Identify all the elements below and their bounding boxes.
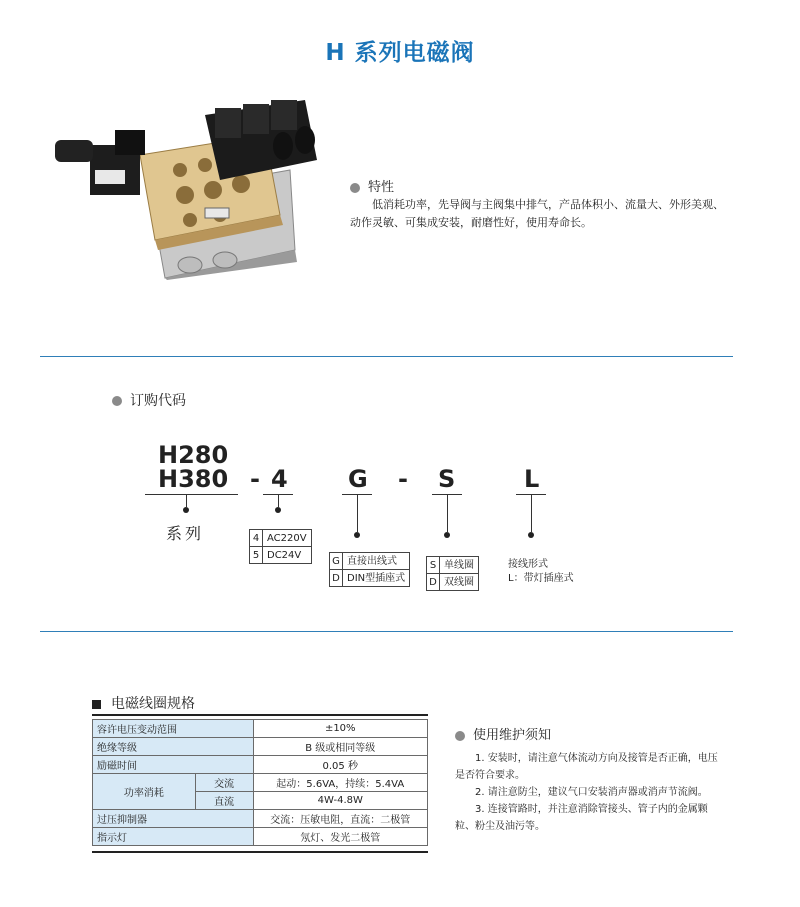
spec-heading-label: 电磁线圈规格 [111, 696, 195, 712]
table-row [93, 756, 428, 774]
table-row [93, 738, 428, 756]
spec-label: 指示灯 [93, 828, 254, 846]
features-heading [350, 176, 394, 195]
option-key: D [427, 574, 440, 591]
table-row [93, 720, 428, 738]
option-key: 4 [250, 530, 263, 547]
wiring-options [329, 552, 410, 587]
spec-value: ±10% [253, 720, 428, 738]
spec-value: B 级或相同等级 [253, 738, 428, 756]
spec-heading [92, 693, 195, 713]
spec-label: 容许电压变动范围 [93, 720, 254, 738]
product-image [55, 100, 320, 280]
option-label: 直接出线式 [343, 553, 410, 570]
spec-label: 过压抑制器 [93, 810, 254, 828]
option-label: DC24V [263, 547, 312, 564]
features-text: 低消耗功率，先导阀与主阀集中排气，产品体积小、流量大、外形美观、动作灵敏、可集成安装，耐磨性好，使用寿命长。 [350, 198, 724, 229]
option-label: AC220V [263, 530, 312, 547]
option-key: 5 [250, 547, 263, 564]
series-code-1: H280 [158, 441, 229, 469]
square-bullet-icon [92, 700, 101, 709]
lamp-letter: L [524, 465, 540, 493]
option-key: G [330, 553, 343, 570]
dash-2: - [398, 465, 408, 493]
series-code-2: H380 [158, 465, 229, 493]
wiring-dot [354, 532, 360, 538]
voltage-options [249, 529, 312, 564]
option-label: 双线圈 [440, 574, 479, 591]
coil-type-options [426, 556, 479, 591]
lamp-dot [528, 532, 534, 538]
spec-bottom-rule [92, 851, 428, 853]
lamp-connector [531, 494, 532, 532]
voltage-option-row [250, 530, 312, 547]
wiring-option-row [330, 553, 410, 570]
lamp-label: 接线形式 [508, 559, 548, 570]
coil-type-connector [447, 494, 448, 532]
spec-value: 氖灯、发光二极管 [253, 828, 428, 846]
series-label: 系列 [166, 524, 205, 543]
bullet-icon [455, 731, 465, 741]
coil-digit-connector [278, 494, 279, 507]
series-dot [183, 507, 189, 513]
dash-1: - [250, 465, 260, 493]
spec-value: 起动：5.6VA，持续：5.4VA [253, 774, 428, 792]
spec-top-rule [92, 714, 428, 716]
option-key: D [330, 570, 343, 587]
list-item: 1. 安装时，请注意气体流动方向及接管是否正确，电压是否符合要求。 [455, 753, 718, 781]
spec-label: 绝缘等级 [93, 738, 254, 756]
divider [40, 631, 733, 632]
option-label: DIN型插座式 [343, 570, 410, 587]
maintenance-heading [455, 724, 551, 743]
divider [40, 356, 733, 357]
spec-table [92, 719, 428, 846]
table-row [93, 828, 428, 846]
coil-type-option-row [427, 557, 479, 574]
wiring-connector [357, 494, 358, 532]
order-heading [112, 390, 186, 410]
list-item: 2. 请注意防尘，建议气口安装消声器或消声节流阀。 [475, 787, 708, 798]
spec-sublabel: 直流 [195, 792, 253, 810]
option-label: 单线圈 [440, 557, 479, 574]
bullet-icon [112, 396, 122, 406]
voltage-option-row [250, 547, 312, 564]
coil-type-letter: S [438, 465, 456, 493]
spec-value: 4W-4.8W [253, 792, 428, 810]
spec-sublabel: 交流 [195, 774, 253, 792]
wiring-option-row [330, 570, 410, 587]
lamp-desc: L：带灯插座式 [508, 573, 574, 584]
page-title: H 系列电磁阀 [325, 40, 475, 66]
coil-digit-dot [275, 507, 281, 513]
table-row [93, 774, 428, 792]
maintenance-heading-label: 使用维护须知 [473, 728, 552, 743]
spec-value: 交流：压敏电阻，直流：二极管 [253, 810, 428, 828]
series-underline [145, 494, 238, 495]
table-row [93, 810, 428, 828]
option-key: S [427, 557, 440, 574]
spec-label: 功率消耗 [93, 774, 196, 810]
features-heading-label: 特性 [368, 180, 395, 195]
coil-type-option-row [427, 574, 479, 591]
series-connector [186, 494, 187, 507]
coil-digit: 4 [271, 465, 288, 493]
bullet-icon [350, 183, 360, 193]
maintenance-list [455, 750, 725, 835]
spec-label: 励磁时间 [93, 756, 254, 774]
list-item: 3. 连接管路时，并注意消除管接头、管子内的金属颗粒、粉尘及油污等。 [455, 804, 708, 832]
wiring-letter: G [348, 465, 368, 493]
order-heading-label: 订购代码 [130, 393, 186, 409]
coil-type-dot [444, 532, 450, 538]
spec-value: 0.05 秒 [253, 756, 428, 774]
